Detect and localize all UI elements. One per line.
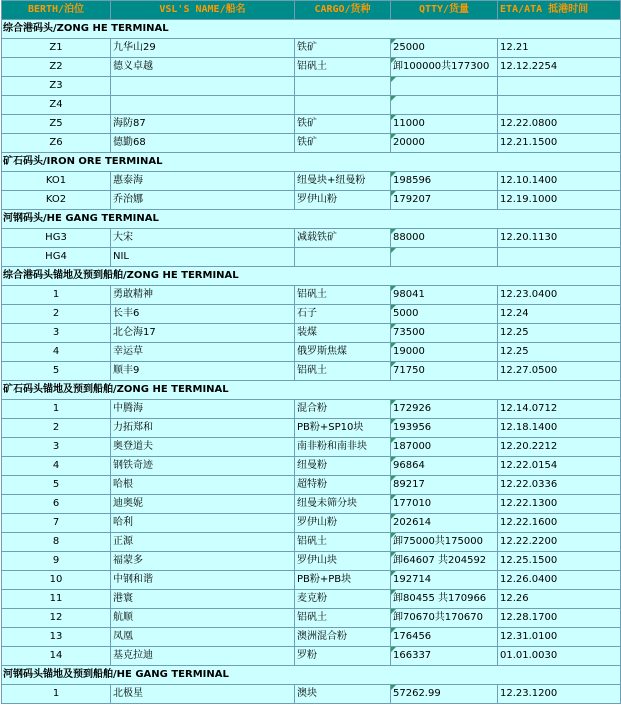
eta-cell: 12.19.1000 — [498, 191, 621, 210]
eta-cell: 12.22.1300 — [498, 495, 621, 514]
eta-cell: 12.31.0100 — [498, 628, 621, 647]
vessel-cell: 中腾海 — [111, 400, 295, 419]
berth-cell: 7 — [2, 514, 111, 533]
berth-cell: Z2 — [2, 58, 111, 77]
vessel-cell: NIL — [111, 248, 295, 267]
eta-cell — [498, 77, 621, 96]
eta-cell: 12.12.2254 — [498, 58, 621, 77]
eta-cell: 01.01.0030 — [498, 647, 621, 666]
berth-cell: Z5 — [2, 115, 111, 134]
table-row — [2, 324, 621, 343]
eta-cell: 12.14.0712 — [498, 400, 621, 419]
table-row — [2, 495, 621, 514]
table-row — [2, 419, 621, 438]
section-title: 矿石码头/IRON ORE TERMINAL — [2, 153, 621, 172]
table-row — [2, 248, 621, 267]
vessel-cell: 哈根 — [111, 476, 295, 495]
table-row — [2, 590, 621, 609]
section-header-row — [2, 153, 621, 172]
eta-cell: 12.24 — [498, 305, 621, 324]
eta-cell: 12.21 — [498, 39, 621, 58]
quantity-cell: 57262.99 — [391, 685, 498, 704]
cargo-cell: 混合粉 — [295, 400, 391, 419]
quantity-column-header: QTTY/货量 — [391, 1, 498, 20]
cargo-cell: 罗伊山粉 — [295, 514, 391, 533]
cargo-cell: 铝矾土 — [295, 58, 391, 77]
quantity-cell: 卸100000共177300 — [391, 58, 498, 77]
quantity-cell: 202614 — [391, 514, 498, 533]
table-row — [2, 305, 621, 324]
eta-cell: 12.26 — [498, 590, 621, 609]
quantity-cell: 卸70670共170670 — [391, 609, 498, 628]
cargo-cell — [295, 96, 391, 115]
eta-column-header: ETA/ATA 抵港时间 — [498, 1, 621, 20]
berth-cell: 8 — [2, 533, 111, 552]
cargo-cell: 铝矾土 — [295, 286, 391, 305]
vessel-cell: 德义卓越 — [111, 58, 295, 77]
table-row — [2, 39, 621, 58]
section-header-row — [2, 381, 621, 400]
table-row — [2, 400, 621, 419]
cargo-cell: 俄罗斯焦煤 — [295, 343, 391, 362]
quantity-cell: 166337 — [391, 647, 498, 666]
cargo-cell — [295, 77, 391, 96]
vessel-cell: 迪奥妮 — [111, 495, 295, 514]
vessel-cell: 力拓郑和 — [111, 419, 295, 438]
cargo-cell: 麦克粉 — [295, 590, 391, 609]
vessel-cell: 航顺 — [111, 609, 295, 628]
vessel-cell: 惠泰海 — [111, 172, 295, 191]
section-title: 矿石码头锚地及预到船舶/ZONG HE TERMINAL — [2, 381, 621, 400]
quantity-cell: 73500 — [391, 324, 498, 343]
vessel-cell: 幸运草 — [111, 343, 295, 362]
cargo-cell: 超特粉 — [295, 476, 391, 495]
table-row — [2, 172, 621, 191]
section-title: 河钢码头锚地及预到船舶/HE GANG TERMINAL — [2, 666, 621, 685]
quantity-cell: 卸64607 共204592 — [391, 552, 498, 571]
table-row — [2, 533, 621, 552]
berth-cell: Z1 — [2, 39, 111, 58]
table-body — [2, 20, 621, 704]
quantity-cell — [391, 248, 498, 267]
berth-cell: 2 — [2, 419, 111, 438]
cargo-cell: 罗伊山块 — [295, 552, 391, 571]
table-row — [2, 609, 621, 628]
table-row — [2, 134, 621, 153]
table-row — [2, 286, 621, 305]
berth-cell: KO2 — [2, 191, 111, 210]
eta-cell: 12.27.0500 — [498, 362, 621, 381]
quantity-cell: 5000 — [391, 305, 498, 324]
berth-cell: 6 — [2, 495, 111, 514]
eta-cell — [498, 248, 621, 267]
berth-cell: 3 — [2, 438, 111, 457]
cargo-cell: 铝矾土 — [295, 533, 391, 552]
vessel-cell: 中钢和谐 — [111, 571, 295, 590]
cargo-cell: 铁矿 — [295, 115, 391, 134]
vessel-cell: 勇敢精神 — [111, 286, 295, 305]
berth-cell: Z4 — [2, 96, 111, 115]
section-title: 综合港码头锚地及预到船舶/ZONG HE TERMINAL — [2, 267, 621, 286]
quantity-cell: 177010 — [391, 495, 498, 514]
eta-cell: 12.26.0400 — [498, 571, 621, 590]
eta-cell: 12.23.1200 — [498, 685, 621, 704]
quantity-cell: 187000 — [391, 438, 498, 457]
table-row — [2, 685, 621, 704]
eta-cell: 12.18.1400 — [498, 419, 621, 438]
berth-cell: 1 — [2, 685, 111, 704]
berth-cell: Z3 — [2, 77, 111, 96]
quantity-cell — [391, 77, 498, 96]
eta-cell: 12.28.1700 — [498, 609, 621, 628]
vessel-cell: 北仑海17 — [111, 324, 295, 343]
berth-cell: 2 — [2, 305, 111, 324]
section-header-row — [2, 210, 621, 229]
berth-cell: 14 — [2, 647, 111, 666]
berth-cell: HG3 — [2, 229, 111, 248]
eta-cell: 12.22.1600 — [498, 514, 621, 533]
cargo-cell: 罗伊山粉 — [295, 191, 391, 210]
vessel-cell: 钢铁奇迹 — [111, 457, 295, 476]
table-row — [2, 343, 621, 362]
eta-cell: 12.22.0154 — [498, 457, 621, 476]
quantity-cell: 卸80455 共170966 — [391, 590, 498, 609]
quantity-cell: 11000 — [391, 115, 498, 134]
quantity-cell: 71750 — [391, 362, 498, 381]
eta-cell: 12.10.1400 — [498, 172, 621, 191]
vessel-cell: 乔治娜 — [111, 191, 295, 210]
quantity-cell: 89217 — [391, 476, 498, 495]
quantity-cell: 98041 — [391, 286, 498, 305]
berth-cell: 4 — [2, 343, 111, 362]
vessel-column-header: VSL'S NAME/船名 — [111, 1, 295, 20]
cargo-cell: 纽曼粉 — [295, 457, 391, 476]
cargo-column-header: CARGO/货种 — [295, 1, 391, 20]
vessel-cell: 北极星 — [111, 685, 295, 704]
cargo-cell: 纽曼未筛分块 — [295, 495, 391, 514]
berth-cell: KO1 — [2, 172, 111, 191]
quantity-cell: 卸75000共175000 — [391, 533, 498, 552]
table-row — [2, 552, 621, 571]
table-row — [2, 362, 621, 381]
section-header-row — [2, 267, 621, 286]
table-row — [2, 628, 621, 647]
quantity-cell: 198596 — [391, 172, 498, 191]
berth-cell: 9 — [2, 552, 111, 571]
table-row — [2, 77, 621, 96]
section-title: 河钢码头/HE GANG TERMINAL — [2, 210, 621, 229]
berth-cell: 1 — [2, 400, 111, 419]
cargo-cell: 铝矾土 — [295, 609, 391, 628]
cargo-cell: 南非粉和南非块 — [295, 438, 391, 457]
vessel-cell: 凤凰 — [111, 628, 295, 647]
quantity-cell: 96864 — [391, 457, 498, 476]
quantity-cell: 193956 — [391, 419, 498, 438]
berth-cell: 11 — [2, 590, 111, 609]
berth-cell: 5 — [2, 362, 111, 381]
table-row — [2, 438, 621, 457]
quantity-cell: 172926 — [391, 400, 498, 419]
berth-cell: 5 — [2, 476, 111, 495]
vessel-cell: 正源 — [111, 533, 295, 552]
quantity-cell — [391, 96, 498, 115]
quantity-cell: 25000 — [391, 39, 498, 58]
cargo-cell: PB粉+SP10块 — [295, 419, 391, 438]
berth-cell: 3 — [2, 324, 111, 343]
vessel-cell: 基克拉迪 — [111, 647, 295, 666]
eta-cell — [498, 96, 621, 115]
vessel-cell — [111, 96, 295, 115]
vessel-cell: 港寰 — [111, 590, 295, 609]
table-row — [2, 96, 621, 115]
quantity-cell: 179207 — [391, 191, 498, 210]
berth-cell: HG4 — [2, 248, 111, 267]
cargo-cell: 减载铁矿 — [295, 229, 391, 248]
eta-cell: 12.23.0400 — [498, 286, 621, 305]
berth-column-header: BERTH/泊位 — [2, 1, 111, 20]
eta-cell: 12.25 — [498, 343, 621, 362]
vessel-cell: 德勤68 — [111, 134, 295, 153]
cargo-cell: 石子 — [295, 305, 391, 324]
table-row — [2, 571, 621, 590]
vessel-cell: 哈利 — [111, 514, 295, 533]
cargo-cell — [295, 248, 391, 267]
vessel-cell: 长丰6 — [111, 305, 295, 324]
quantity-cell: 19000 — [391, 343, 498, 362]
eta-cell: 12.21.1500 — [498, 134, 621, 153]
table-row — [2, 191, 621, 210]
section-title: 综合港码头/ZONG HE TERMINAL — [2, 20, 621, 39]
eta-cell: 12.22.2200 — [498, 533, 621, 552]
vessel-cell: 九华山29 — [111, 39, 295, 58]
quantity-cell: 192714 — [391, 571, 498, 590]
eta-cell: 12.22.0336 — [498, 476, 621, 495]
eta-cell: 12.20.1130 — [498, 229, 621, 248]
quantity-cell: 88000 — [391, 229, 498, 248]
vessel-cell: 福蒙多 — [111, 552, 295, 571]
quantity-cell: 20000 — [391, 134, 498, 153]
vessel-cell: 海防87 — [111, 115, 295, 134]
eta-cell: 12.20.2212 — [498, 438, 621, 457]
eta-cell: 12.25 — [498, 324, 621, 343]
vessel-cell: 大宋 — [111, 229, 295, 248]
vessel-cell — [111, 77, 295, 96]
berth-cell: 10 — [2, 571, 111, 590]
berth-cell: 4 — [2, 457, 111, 476]
table-row — [2, 476, 621, 495]
cargo-cell: 铝矾土 — [295, 362, 391, 381]
cargo-cell: 澳块 — [295, 685, 391, 704]
vessel-cell: 奥登道夫 — [111, 438, 295, 457]
cargo-cell: 铁矿 — [295, 134, 391, 153]
cargo-cell: 铁矿 — [295, 39, 391, 58]
table-row — [2, 457, 621, 476]
cargo-cell: PB粉+PB块 — [295, 571, 391, 590]
berth-cell: 12 — [2, 609, 111, 628]
section-header-row — [2, 20, 621, 39]
header-row — [2, 1, 621, 20]
table-row — [2, 58, 621, 77]
cargo-cell: 装煤 — [295, 324, 391, 343]
cargo-cell: 纽曼块+纽曼粉 — [295, 172, 391, 191]
eta-cell: 12.22.0800 — [498, 115, 621, 134]
eta-cell: 12.25.1500 — [498, 552, 621, 571]
quantity-cell: 176456 — [391, 628, 498, 647]
berth-cell: Z6 — [2, 134, 111, 153]
table-row — [2, 115, 621, 134]
cargo-cell: 澳洲混合粉 — [295, 628, 391, 647]
table-row — [2, 514, 621, 533]
berth-cell: 13 — [2, 628, 111, 647]
table-row — [2, 229, 621, 248]
cargo-cell: 罗粉 — [295, 647, 391, 666]
vessel-cell: 顺丰9 — [111, 362, 295, 381]
section-header-row — [2, 666, 621, 685]
berth-schedule-table — [1, 0, 621, 704]
table-row — [2, 647, 621, 666]
berth-cell: 1 — [2, 286, 111, 305]
